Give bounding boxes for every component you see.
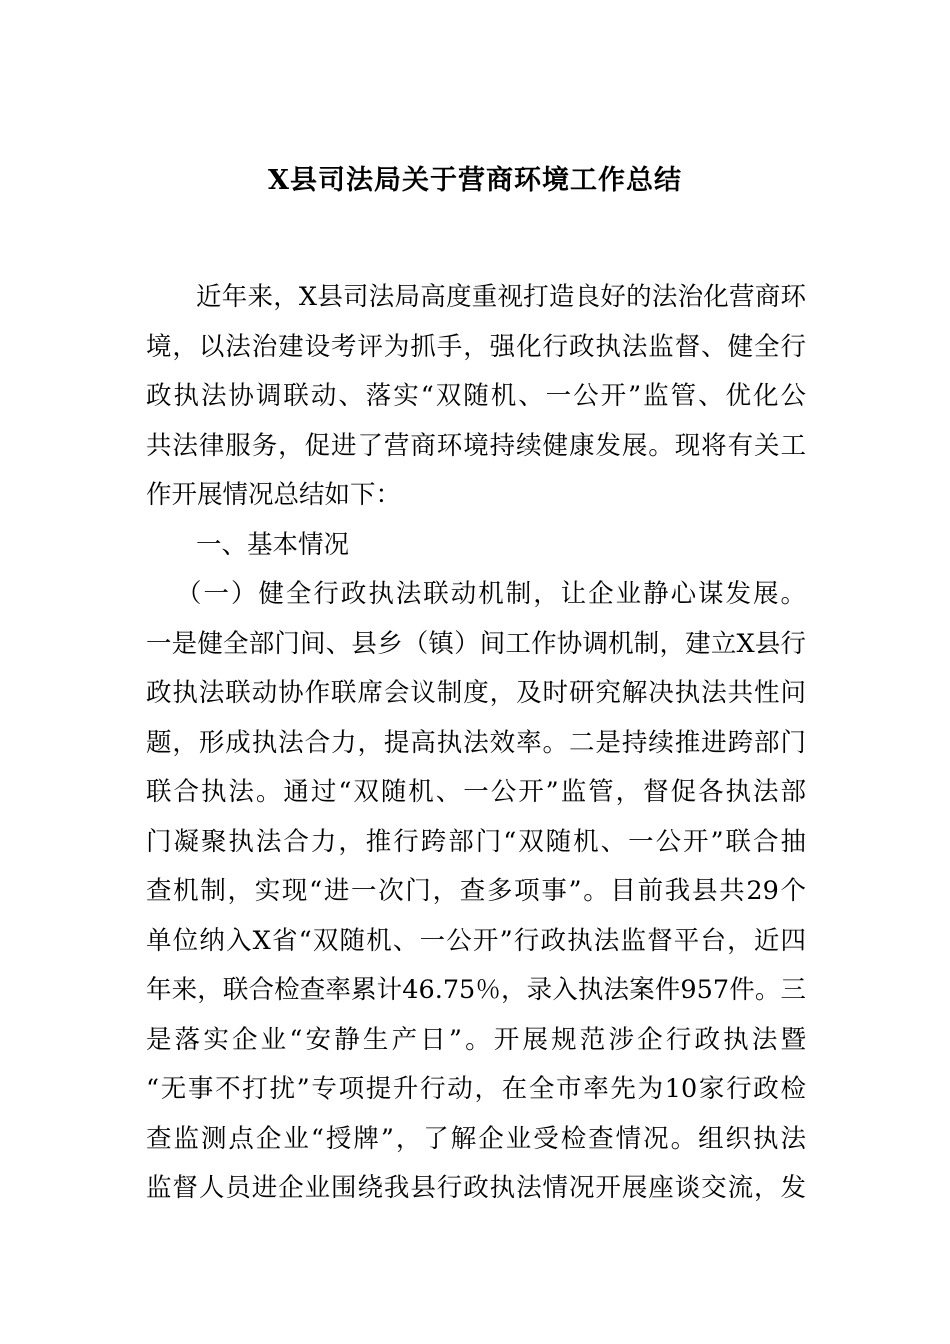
paragraph-line: 政执法协调联动、落实“双随机、一公开”监管、优化公 bbox=[146, 381, 806, 411]
paragraph-line: 题，形成执法合力，提高执法效率。二是持续推进跨部门 bbox=[146, 728, 806, 758]
paragraph-line: “无事不打扰”专项提升行动，在全市率先为10家行政检 bbox=[146, 1074, 806, 1104]
paragraph-line: 监督人员进企业围绕我县行政执法情况开展座谈交流，发 bbox=[146, 1173, 806, 1203]
document-title: X县司法局关于营商环境工作总结 bbox=[268, 165, 682, 196]
paragraph-line: 联合执法。通过“双随机、一公开”监管，督促各执法部 bbox=[146, 777, 806, 807]
paragraph-line: 年来，联合检查率累计46.75％，录入执法案件957件。三 bbox=[146, 975, 806, 1005]
paragraph-line: 查监测点企业“授牌”，了解企业受检查情况。组织执法 bbox=[146, 1124, 806, 1154]
subsection-heading: （一）健全行政执法联动机制，让企业静心谋发展。 bbox=[176, 579, 806, 609]
paragraph-line: 门凝聚执法合力，推行跨部门“双随机、一公开”联合抽 bbox=[146, 827, 806, 857]
paragraph-line: 一是健全部门间、县乡（镇）间工作协调机制，建立X县行 bbox=[146, 629, 806, 659]
section-heading: 一、基本情况 bbox=[196, 530, 350, 560]
paragraph-line: 作开展情况总结如下： bbox=[146, 480, 402, 510]
paragraph-line: 境，以法治建设考评为抓手，强化行政执法监督、健全行 bbox=[146, 332, 806, 362]
paragraph-line: 共法律服务，促进了营商环境持续健康发展。现将有关工 bbox=[146, 431, 806, 461]
paragraph-line: 是落实企业“安静生产日”。开展规范涉企行政执法暨 bbox=[146, 1025, 806, 1055]
paragraph-line: 政执法联动协作联席会议制度，及时研究解决执法共性问 bbox=[146, 678, 806, 708]
paragraph-line: 单位纳入X省“双随机、一公开”行政执法监督平台，近四 bbox=[146, 926, 806, 956]
paragraph-line: 查机制，实现“进一次门，查多项事”。目前我县共29个 bbox=[146, 876, 806, 906]
paragraph-line: 近年来，X县司法局高度重视打造良好的法治化营商环 bbox=[196, 282, 806, 312]
